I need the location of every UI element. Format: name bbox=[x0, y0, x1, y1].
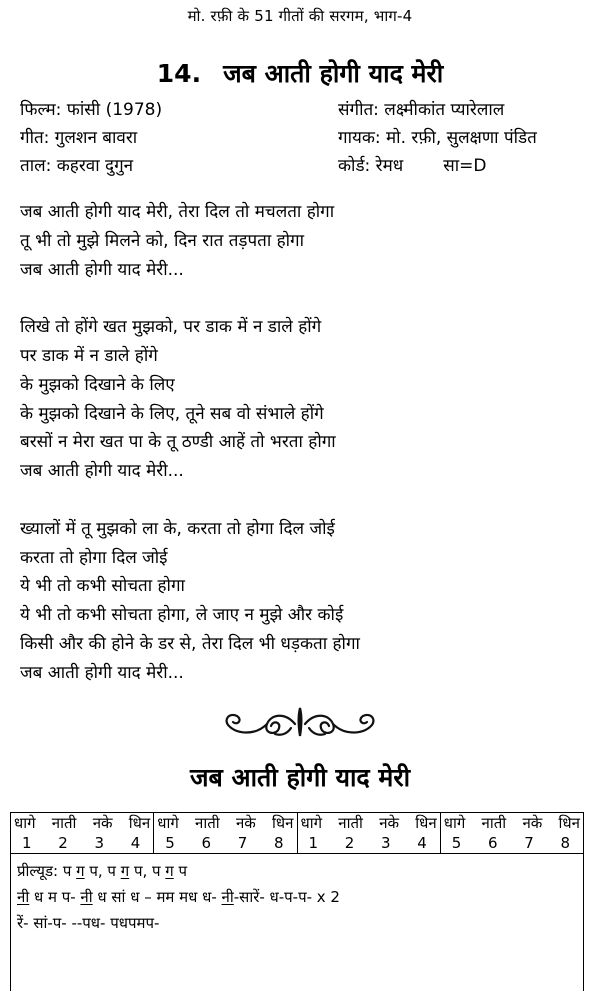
ornament-divider-icon bbox=[215, 702, 385, 742]
lyric-line: जब आती होगी याद मेरी, तेरा दिल तो मचलता होगा bbox=[20, 202, 335, 222]
beat-number: 5 bbox=[451, 834, 462, 852]
komal-note: ग bbox=[76, 862, 85, 880]
lyric-line: ये भी तो कभी सोचता होगा, ले जाए न मुझे और कोई bbox=[20, 605, 344, 626]
bol-label: नके bbox=[379, 814, 400, 832]
beat-number: 7 bbox=[524, 834, 534, 852]
lyric-line: तू भी तो मुझे मिलने को, दिन रात तड़पता होगा bbox=[20, 230, 305, 251]
prelude-line bbox=[17, 858, 577, 884]
song-title-text: जब आती होगी याद मेरी bbox=[223, 59, 444, 88]
beat-group bbox=[11, 813, 154, 853]
beat-number: 4 bbox=[130, 834, 141, 852]
beat-number: 2 bbox=[344, 834, 355, 852]
taal-info: ताल: कहरवा दुगुन bbox=[20, 156, 134, 176]
lyric-line: जब आती होगी याद मेरी... bbox=[20, 662, 184, 683]
bol-label: नाती bbox=[338, 814, 363, 832]
bol-label: नाती bbox=[481, 814, 507, 832]
bol-label: धिन bbox=[415, 814, 437, 832]
note-text: ध म प- bbox=[29, 888, 81, 906]
stanza bbox=[20, 515, 590, 688]
bol-label: धागे bbox=[300, 814, 323, 832]
lyric-line: के मुझको दिखाने के लिए bbox=[20, 374, 175, 395]
lyric-line: पर डाक में न डाले होंगे bbox=[20, 345, 158, 366]
komal-note: नी bbox=[80, 888, 93, 906]
song-meta-left bbox=[20, 96, 162, 180]
lyric-line: करता तो होगा दिल जोई bbox=[20, 547, 168, 568]
komal-note: नी bbox=[17, 888, 30, 906]
komal-note: नी bbox=[221, 888, 234, 906]
stanza bbox=[20, 313, 590, 486]
beat-group bbox=[298, 813, 441, 853]
lyrics bbox=[20, 198, 590, 716]
beat-number: 1 bbox=[308, 834, 319, 852]
komal-note: ग bbox=[165, 862, 174, 880]
chords-info bbox=[338, 152, 537, 180]
beat-number: 3 bbox=[94, 834, 105, 852]
lyric-line: बरसों न मेरा खत पा के तू ठण्डी आहें तो भरता होगा bbox=[20, 432, 336, 453]
lyric-line: जब आती होगी याद मेरी... bbox=[20, 461, 184, 482]
bol-label: धागे bbox=[157, 814, 179, 832]
beat-number: 6 bbox=[201, 834, 212, 852]
bol-label: धिन bbox=[128, 814, 151, 832]
beat-number: 1 bbox=[22, 834, 32, 852]
bol-label: नाती bbox=[51, 814, 77, 832]
beat-number: 2 bbox=[58, 834, 68, 852]
lyricist-info: गीत: गुलशन बावरा bbox=[20, 128, 138, 148]
beat-number: 5 bbox=[165, 834, 175, 852]
song-title bbox=[0, 56, 600, 90]
beat-number: 4 bbox=[417, 834, 427, 852]
bol-label: नाती bbox=[195, 814, 220, 832]
sa-key: सा=D bbox=[443, 156, 487, 176]
lyric-line: जब आती होगी याद मेरी... bbox=[20, 259, 184, 280]
note-text: प, प bbox=[129, 862, 166, 880]
beat-group bbox=[441, 813, 583, 853]
notation-grid bbox=[10, 812, 584, 991]
chords-text: कोर्ड: रेमध bbox=[338, 156, 404, 176]
komal-note: ग bbox=[120, 862, 130, 880]
beat-number: 7 bbox=[237, 834, 248, 852]
lyric-line: लिखे तो होंगे खत मुझको, पर डाक में न डाले होंगे bbox=[20, 317, 322, 338]
note-text: प bbox=[173, 862, 188, 880]
bol-label: धागे bbox=[14, 814, 36, 832]
bol-label: धिन bbox=[272, 814, 294, 832]
bol-label: धिन bbox=[558, 814, 580, 832]
beat-row bbox=[11, 812, 583, 854]
lyric-line: के मुझको दिखाने के लिए, तूने सब वो संभाले होंगे bbox=[20, 403, 324, 424]
bol-label: नके bbox=[522, 814, 543, 832]
song-number: 14. bbox=[156, 59, 202, 88]
song-meta-right bbox=[338, 96, 537, 180]
note-text: -सारें- ध-प-प- x 2 bbox=[233, 888, 340, 906]
beat-group bbox=[154, 813, 297, 853]
note-text: प bbox=[62, 862, 77, 880]
music-director-info: संगीत: लक्ष्मीकांत प्यारेलाल bbox=[338, 100, 505, 120]
stanza bbox=[20, 198, 590, 284]
beat-number: 3 bbox=[380, 834, 391, 852]
beat-number: 6 bbox=[487, 834, 498, 852]
beat-number: 8 bbox=[560, 834, 570, 852]
note-text: ध सां ध – मम मध ध- bbox=[92, 888, 222, 906]
bol-label: नके bbox=[235, 814, 256, 832]
bol-label: नके bbox=[92, 814, 113, 832]
lyric-line: ख्यालों में तू मुझको ला के, करता तो होगा दिल जोई bbox=[20, 518, 335, 539]
header-line: मो. रफ़ी के 51 गीतों की सरगम, भाग-4 bbox=[187, 7, 413, 25]
film-info: फिल्म: फांसी (1978) bbox=[20, 100, 163, 120]
prelude-label: प्रील्यूड: bbox=[17, 862, 59, 880]
beat-number: 8 bbox=[273, 834, 284, 852]
notation-lines bbox=[11, 854, 583, 936]
lyric-line: ये भी तो कभी सोचता होगा bbox=[20, 576, 185, 597]
singers-info: गायक: मो. रफ़ी, सुलक्षणा पंडित bbox=[338, 128, 537, 148]
note-text: प, प bbox=[84, 862, 121, 880]
notation-line-3: रें- सां-प- --पध- पधपमप- bbox=[17, 914, 160, 932]
notation-line-2 bbox=[17, 884, 577, 910]
bol-label: धागे bbox=[443, 814, 466, 832]
lyric-line: किसी और की होने के डर से, तेरा दिल भी धड़कता होगा bbox=[20, 633, 360, 654]
notation-title: जब आती होगी याद मेरी bbox=[189, 763, 411, 792]
